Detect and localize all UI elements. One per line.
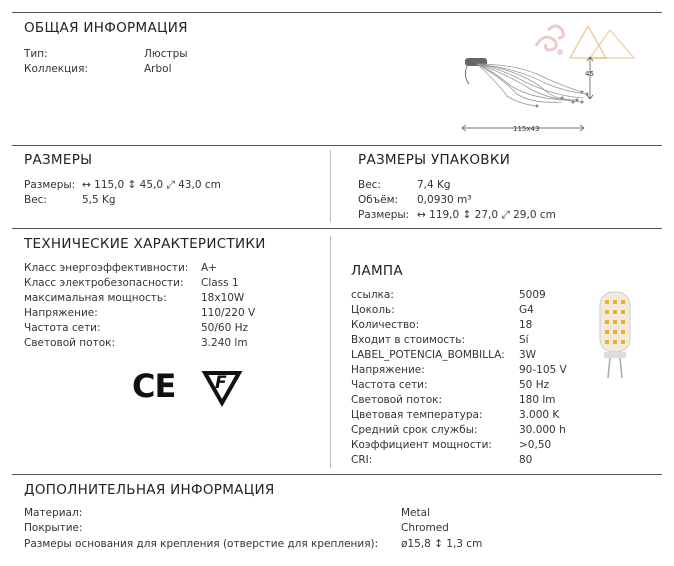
- lamp-value: G4: [519, 304, 534, 316]
- additional-value: ø15,8 ↕ 1,3 cm: [401, 538, 483, 550]
- tech-value: 50/60 Hz: [201, 322, 249, 334]
- lamp-value: 5009: [519, 289, 546, 301]
- lamp-label: Напряжение:: [351, 364, 425, 376]
- section-title-additional: ДОПОЛНИТЕЛЬНАЯ ИНФОРМАЦИЯ: [24, 482, 275, 498]
- section-title-packaging: РАЗМЕРЫ УПАКОВКИ: [358, 152, 511, 168]
- column-divider: [330, 150, 331, 222]
- packaging-label: Размеры:: [358, 209, 410, 221]
- general-label: Тип:: [24, 48, 48, 60]
- lamp-label: Коэффициент мощности:: [351, 439, 492, 451]
- section-rule-general: [12, 12, 662, 13]
- section-title-lamp: ЛАМПА: [351, 263, 403, 279]
- tech-label: максимальная мощность:: [24, 292, 167, 304]
- lamp-value: >0,50: [519, 439, 552, 451]
- lamp-value: 80: [519, 454, 533, 466]
- lamp-value: 50 Hz: [519, 379, 550, 391]
- lamp-label: CRI:: [351, 454, 373, 466]
- g4-lamp-bulb-image: [592, 288, 638, 380]
- additional-value: Chromed: [401, 522, 449, 534]
- lamp-label: Цветовая температура:: [351, 409, 483, 421]
- tech-value: A+: [201, 262, 217, 274]
- sizes-label: Вес:: [24, 194, 47, 206]
- tech-value: 3.240 lm: [201, 337, 248, 349]
- lamp-label: Цоколь:: [351, 304, 395, 316]
- lamp-value: 3W: [519, 349, 537, 361]
- sizes-label: Размеры:: [24, 179, 76, 191]
- drawing-height-label: 45: [585, 70, 594, 78]
- section-rule-additional: [12, 474, 662, 475]
- additional-label: Покрытие:: [24, 522, 83, 534]
- lamp-value: Sí: [519, 334, 529, 346]
- lamp-value: 90-105 V: [519, 364, 567, 376]
- lamp-label: LABEL_POTENCIA_BOMBILLA:: [351, 349, 505, 361]
- tech-value: 110/220 V: [201, 307, 256, 319]
- tech-label: Напряжение:: [24, 307, 98, 319]
- lamp-label: Частота сети:: [351, 379, 428, 391]
- column-divider: [330, 236, 331, 468]
- lamp-value: 180 lm: [519, 394, 556, 406]
- sizes-value: 5,5 Kg: [82, 194, 116, 206]
- general-value: Arbol: [144, 63, 172, 75]
- lamp-value: 30.000 h: [519, 424, 566, 436]
- sizes-value: ↔ 115,0 ↕ 45,0 ⤢ 43,0 cm: [82, 179, 221, 191]
- tech-label: Частота сети:: [24, 322, 101, 334]
- general-label: Коллекция:: [24, 63, 88, 75]
- additional-label: Размеры основания для крепления (отверстие для крепления):: [24, 538, 379, 550]
- section-rule-tech: [12, 228, 662, 229]
- tech-label: Световой поток:: [24, 337, 116, 349]
- tech-value: Class 1: [201, 277, 239, 289]
- lamp-value: 18: [519, 319, 533, 331]
- tech-label: Класс энергоэффективности:: [24, 262, 189, 274]
- general-value: Люстры: [144, 48, 188, 60]
- section-title-sizes: РАЗМЕРЫ: [24, 152, 93, 168]
- lamp-label: Количество:: [351, 319, 420, 331]
- f-mark-letter: F: [215, 373, 227, 393]
- packaging-value: 0,0930 m³: [417, 194, 472, 206]
- packaging-label: Объём:: [358, 194, 399, 206]
- lamp-label: ссылка:: [351, 289, 394, 301]
- section-title-tech: ТЕХНИЧЕСКИЕ ХАРАКТЕРИСТИКИ: [24, 236, 266, 252]
- packaging-value: 7,4 Kg: [417, 179, 451, 191]
- tech-label: Класс электробезопасности:: [24, 277, 184, 289]
- lamp-label: Световой поток:: [351, 394, 443, 406]
- tech-value: 18x10W: [201, 292, 245, 304]
- additional-label: Материал:: [24, 507, 83, 519]
- ce-mark: CE: [132, 367, 176, 405]
- packaging-label: Вес:: [358, 179, 381, 191]
- section-rule-sizes: [12, 145, 662, 146]
- packaging-value: ↔ 119,0 ↕ 27,0 ⤢ 29,0 cm: [417, 209, 556, 221]
- additional-value: Metal: [401, 507, 430, 519]
- drawing-width-label: 115x43: [513, 125, 540, 133]
- lamp-label: Средний срок службы:: [351, 424, 478, 436]
- lamp-label: Входит в стоимость:: [351, 334, 466, 346]
- lamp-value: 3.000 K: [519, 409, 560, 421]
- section-title-general: ОБЩАЯ ИНФОРМАЦИЯ: [24, 20, 188, 36]
